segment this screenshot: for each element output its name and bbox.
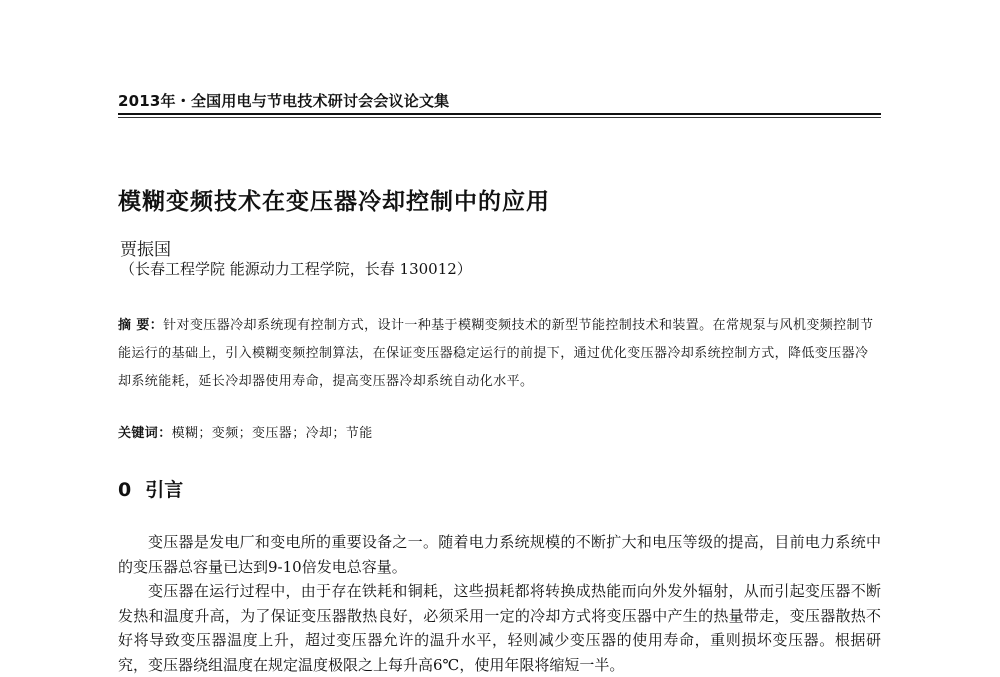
abstract-text: 针对变压器冷却系统现有控制方式，设计一种基于模糊变频技术的新型节能控制技术和装置。在常规泵与风机变频控制节能运行的基础上，引入模糊变频控制算法，在保证变压器稳定运行的前提下，通过优化变压器冷却系统控制方式，降低变压器冷却系统能耗，延长冷却器使用寿命，提高变压器冷却系统自动化水平。 [118,318,874,389]
keywords-text: 模糊；变频；变压器；冷却；节能 [171,426,373,441]
header-rule-thin [118,117,881,118]
section-number: 0 [118,479,132,501]
keywords [118,422,373,441]
author-name: 贾振国 [120,240,171,260]
section-title: 引言 [145,479,184,501]
paragraph: 变压器在运行过程中，由于存在铁耗和铜耗，这些损耗都将转换成热能而向外发外辐射，从而引起变压器不断发热和温度升高，为了保证变压器散热良好，必须采用一定的冷却方式将变压器中产生的热量带走，变压器散热不好将导致变压器温度上升，超过变压器允许的温升水平，轻则减少变压器的使用寿命，重则损坏变压器。根据研究，变压器绕组温度在规定温度极限之上每升高6℃，使用年限将缩短一半。 [118,582,881,674]
section-heading [118,475,183,502]
header-rule [118,113,881,115]
author-affiliation: （长春工程学院 能源动力工程学院，长春 130012） [120,260,472,278]
paper-title: 模糊变频技术在变压器冷却控制中的应用 [118,189,550,215]
body-text [118,530,881,677]
running-header: 2013年・全国用电与节电技术研讨会会议论文集 [118,92,450,110]
abstract [118,312,881,396]
keywords-label: 关键词： [118,426,172,441]
abstract-label: 摘 要： [118,318,164,333]
paragraph: 变压器是发电厂和变电所的重要设备之一。随着电力系统规模的不断扩大和电压等级的提高，目前电力系统中的变压器总容量已达到9-10倍发电总容量。 [118,533,881,576]
